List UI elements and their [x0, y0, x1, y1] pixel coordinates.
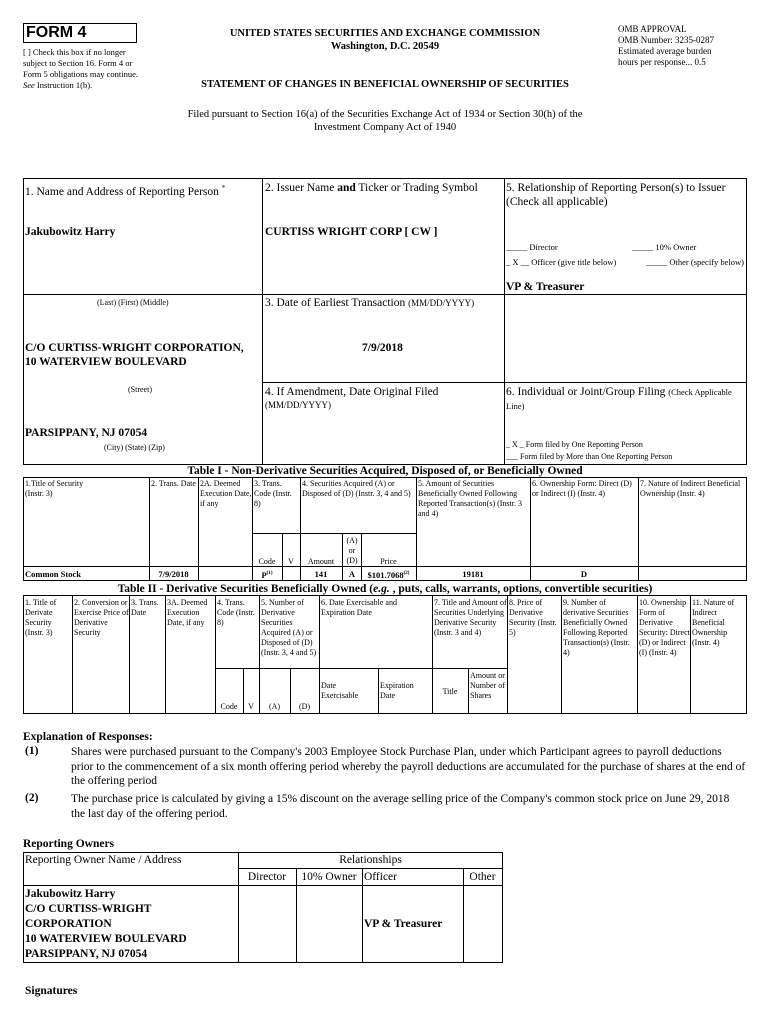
ro-col-director: Director — [247, 871, 287, 883]
t2-h4: 4. Trans. Code (Instr. 8) — [217, 598, 255, 627]
omb-approval: OMB APPROVAL — [618, 24, 687, 34]
omb-hours: hours per response... 0.5 — [618, 57, 706, 67]
t1-date: 7/9/2018 — [158, 569, 189, 579]
ro-col-other: Other — [469, 871, 496, 883]
t2-sub-exp: Expiration Date — [380, 681, 414, 700]
t1-code: $P^{(1)}$ — [261, 569, 273, 580]
table2-title: Table II - Derivative Securities Beneficially Owned (e.g. , puts, calls, warrants, options, convertible securities) — [117, 583, 653, 595]
t1-sub-price: Price — [380, 557, 397, 566]
t1-sub-code: Code — [258, 557, 276, 566]
filing-opt2: ___ Form filed by More than One Reporting Person — [506, 452, 673, 461]
t1-h2: 2. Trans. Date — [151, 479, 196, 488]
t2-h7: 7. Title and Amount of Securities Underlying Derivative Security (Instr. 3 and 4) — [434, 598, 507, 637]
table1-title: Table I - Non-Derivative Securities Acquired, Disposed of, or Beneficially Owned — [187, 465, 583, 477]
omb-number: OMB Number: 3235-0287 — [618, 35, 714, 45]
t2-sub-a: (A) — [268, 702, 281, 711]
city-label: (City) (State) (Zip) — [104, 443, 165, 452]
ro-col-name: Reporting Owner Name / Address — [25, 854, 182, 866]
name-parts-label: (Last) (First) (Middle) — [97, 298, 169, 307]
t2-h3a: 3A. Deemed Execution Date, if any — [167, 598, 208, 627]
ro-col-ten: 10% Owner — [301, 871, 357, 883]
t1-aod: A — [348, 569, 356, 579]
t1-sub-v: V — [288, 557, 294, 566]
check-box-note: [ ] Check this box if no longer subject to Section 16. Form 4 or Form 5 obligations may continue. See Instruction 1(b). — [23, 47, 138, 90]
street-label: (Street) — [128, 385, 152, 394]
box4-label: 4. If Amendment, Date Original Filed — [265, 386, 439, 398]
box3-label: 3. Date of Earliest Transaction (MM/DD/YYYY) — [265, 297, 475, 309]
t1-sub-aod: (A) or (D) — [346, 536, 358, 565]
relationship-other: _____ Other (specify below) — [646, 257, 744, 267]
fn1-text: Shares were purchased pursuant to the Company's 2003 Employee Stock Purchase Plan, under which Participant agrees to payroll deductions prior to the commencement of a six month offering period whereby the payroll deductions are accumulated for the purchase of shares at the end of the offering period — [71, 746, 746, 787]
t1-security: Common Stock — [25, 569, 81, 579]
t2-sub-v: V — [248, 702, 254, 711]
t1-owned: 19181 — [462, 569, 484, 579]
officer-title: VP & Treasurer — [506, 281, 585, 293]
omb-box — [618, 24, 758, 68]
t2-h2: 2. Conversion or Exercise Price of Derivative Security — [74, 598, 129, 637]
reporting-person-name: Jakubowitz Harry — [25, 226, 116, 238]
box1-label: 1. Name and Address of Reporting Person * — [25, 184, 226, 198]
issuer-value: CURTISS WRIGHT CORP [ CW ] — [265, 226, 438, 238]
t1-h4: 4. Securities Acquired (A) or Disposed of (D) (Instr. 3, 4 and 5) — [302, 479, 411, 498]
fn1-number: (1) — [25, 745, 39, 757]
t1-price: $101.7068$^{(2)}$ — [367, 569, 410, 580]
t1-h5: 5. Amount of Securities Beneficially Owned Following Reported Transaction(s) (Instr. 3 and 4) — [418, 479, 522, 518]
fn2-number: (2) — [25, 792, 39, 804]
filed-pursuant: Filed pursuant to Section 16(a) of the Securities Exchange Act of 1934 or Section 30(h) of the Investment Company Act of 1940 — [187, 109, 583, 133]
box6-label: 6. Individual or Joint/Group Filing (Check Applicable Line) — [506, 386, 732, 411]
t1-sub-amount: Amount — [307, 557, 335, 566]
t1-h3: 3. Trans. Code (Instr. 8) — [254, 479, 292, 508]
relationship-ten-pct: _____ 10% Owner — [632, 242, 697, 252]
t1-h7: 7. Nature of Indirect Beneficial Ownership (Instr. 4) — [640, 479, 741, 498]
street-value: C/O CURTISS-WRIGHT CORPORATION, 10 WATERVIEW BOULEVARD — [25, 342, 244, 368]
form-title: FORM 4 — [26, 24, 87, 41]
t2-sub-code: Code — [220, 702, 238, 711]
t2-h10: 10. Ownership Form of Derivative Security: Direct (D) or Indirect (I) (Instr. 4) — [639, 598, 690, 657]
t2-h8: 8. Price of Derivative Security (Instr. 5) — [509, 598, 557, 637]
explanation-heading: Explanation of Responses: — [23, 731, 153, 743]
fn2-text: The purchase price is calculated by giving a 15% discount on the average selling price of the Company's common stock price on June 29, 2018 the last day of the offering period. — [71, 793, 730, 820]
t2-h3: 3. Trans. Date — [131, 598, 159, 617]
box2-label: 2. Issuer Name and Ticker or Trading Symbol — [265, 182, 478, 194]
t1-h1: 1.Title of Security (Instr. 3) — [25, 479, 84, 498]
reporting-owners-heading: Reporting Owners — [23, 838, 115, 850]
statement-title: STATEMENT OF CHANGES IN BENEFICIAL OWNERSHIP OF SECURITIES — [201, 79, 569, 90]
relationship-officer: _ X __ Officer (give title below) — [506, 257, 617, 267]
t1-h6: 6. Ownership Form: Direct (D) or Indirect (I) (Instr. 4) — [532, 479, 632, 498]
box5-label: 5. Relationship of Reporting Person(s) to Issuer (Check all applicable) — [506, 182, 726, 208]
t1-amount: 141 — [314, 569, 328, 579]
t2-h11: 11. Nature of Indirect Beneficial Ownership (Instr. 4) — [692, 598, 735, 647]
t1-h2a: 2A. Deemed Execution Date, if any — [200, 479, 252, 508]
earliest-transaction-date: 7/9/2018 — [362, 342, 403, 354]
agency-name: UNITED STATES SECURITIES AND EXCHANGE COMMISSION — [229, 28, 541, 39]
t2-sub-d: (D) — [298, 702, 311, 711]
omb-burden: Estimated average burden — [618, 46, 712, 56]
ro-col-rel: Relationships — [339, 854, 402, 866]
t2-h5: 5. Number of Derivative Securities Acquired (A) or Disposed of (D) (Instr. 3, 4 and 5) — [261, 598, 317, 657]
agency-city: Washington, D.C. 20549 — [330, 41, 440, 52]
signatures-heading: Signatures — [25, 985, 78, 997]
ro-owner-address: Jakubowitz Harry C/O CURTISS-WRIGHT CORPORATION 10 WATERVIEW BOULEVARD PARSIPPANY, NJ 07054 — [25, 888, 187, 960]
t2-h9: 9. Number of derivative Securities Beneficially Owned Following Reported Transaction(s) (Instr. 4) — [563, 598, 630, 657]
relationship-director: _____ Director — [506, 242, 558, 252]
t2-sub-amount: Amount or Number of Shares — [470, 671, 505, 700]
filing-opt1: _ X _ Form filed by One Reporting Person — [506, 440, 643, 449]
t2-h1: 1. Title of Derivate Security (Instr. 3) — [25, 598, 57, 637]
t2-sub-date-ex: Date Exercisable — [321, 681, 359, 700]
t1-form: D — [580, 569, 588, 579]
city-value: PARSIPPANY, NJ 07054 — [25, 427, 148, 439]
form-title-box — [23, 23, 137, 43]
ro-officer-value: VP & Treasurer — [364, 918, 443, 930]
t2-h6: 6. Date Exercisable and Expiration Date — [321, 598, 397, 617]
ro-col-officer: Officer — [364, 871, 397, 883]
t2-sub-title: Title — [442, 687, 458, 696]
box4-format: (MM/DD/YYYY) — [265, 400, 331, 410]
